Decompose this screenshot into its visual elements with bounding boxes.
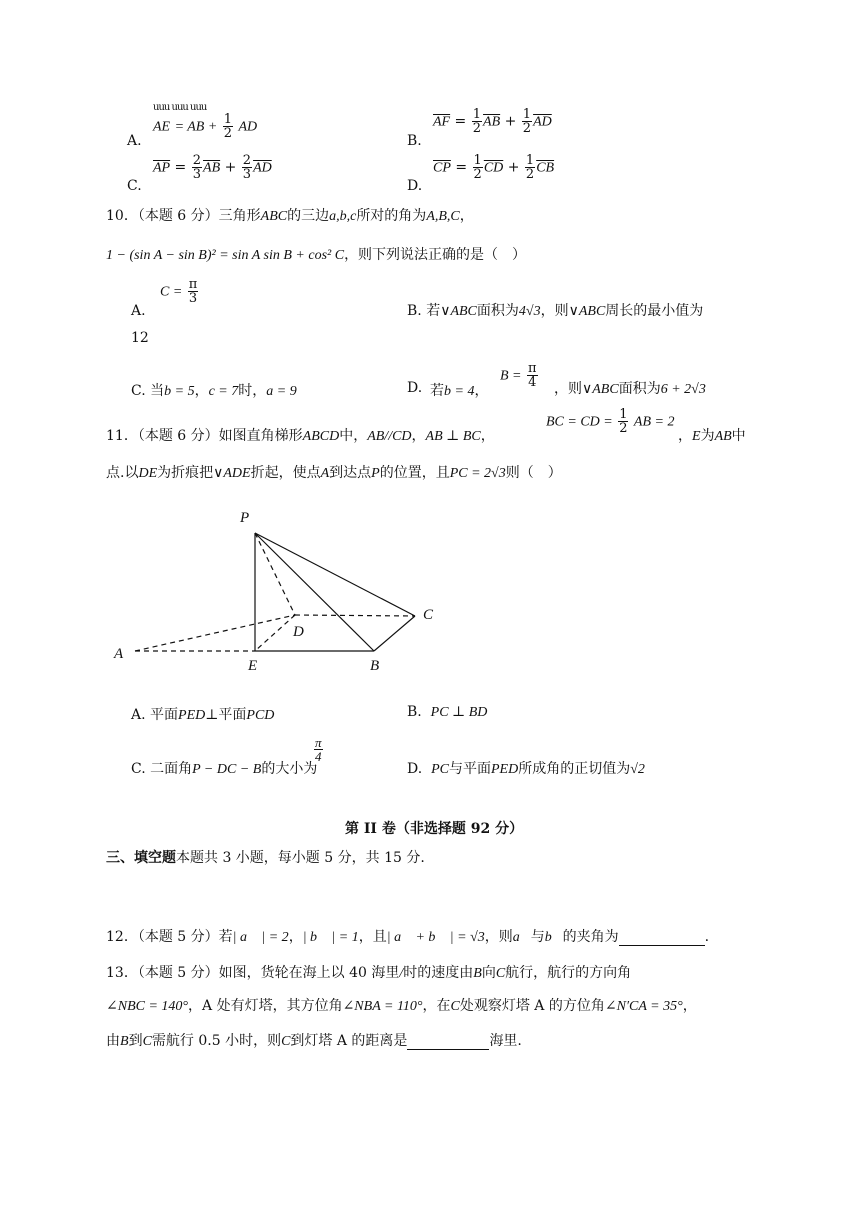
q11-stem-tail: ，E为AB中 xyxy=(678,428,746,444)
label-p: P xyxy=(240,510,250,526)
label-b: B xyxy=(370,658,380,674)
line-de xyxy=(255,615,295,651)
q9-option-b: $\overline{AF}$ = $\frac{1}{2}$ $\overline{AB}$ + $\frac{1}{2}$ $\overline{AD}$ xyxy=(433,107,552,136)
q10-option-b: B. 若∨ABC面积为4√3，则∨ABC周长的最小值为 xyxy=(407,303,704,319)
line-dc xyxy=(295,615,415,616)
q11-option-c-frac: $\frac{\pi}{4}$ xyxy=(315,735,322,764)
label-d: D xyxy=(293,624,304,640)
line-pb xyxy=(255,533,374,651)
line-pd xyxy=(255,533,295,615)
q12: 12．（本题 5 分）若| a⃗ | = 2，| b⃗ | = 1，且| a⃗ + b⃗ | = √3，则a⃗与b⃗的夹角为 . xyxy=(106,929,710,945)
q9-option-d-label: D. xyxy=(407,178,423,194)
q9-option-c-label: C. xyxy=(127,178,142,194)
q9-option-c: $\overline{AP}$ = $\frac{2}{3}$ $\overline{AB}$ + $\frac{2}{3}$ $\overline{AD}$ xyxy=(153,153,272,182)
label-e: E xyxy=(248,658,258,674)
q9-option-a: AE = AB + $\frac{1}{2}$ AD xyxy=(153,112,258,141)
label-c: C xyxy=(423,607,434,623)
section-2-title: 第 II 卷（非选择题 92 分） xyxy=(345,821,524,837)
line-ad xyxy=(135,615,295,651)
q9-option-b-label: B. xyxy=(407,133,422,149)
q10-equation: 1 − (sin A − sin B)² = sin A sin B + cos² C，则下列说法正确的是（ ） xyxy=(106,247,527,263)
line-pc xyxy=(255,533,415,616)
label-a: A xyxy=(114,646,124,662)
q13-line-1: 13．（本题 5 分）如图，货轮在海上以 40 海里/时的速度由B向C航行，航行的方向角 xyxy=(106,965,632,981)
line-bc xyxy=(374,616,415,651)
q9-option-a-label: A. xyxy=(127,133,142,149)
q9-option-a-vector-marks: uuu uuu uuu xyxy=(153,102,207,113)
q10-option-a-label: A. xyxy=(131,303,146,319)
q11-figure xyxy=(100,500,460,690)
q10-option-a: C = $\frac{\pi}{3}$ xyxy=(160,277,198,306)
q11-stem-2: 点.以DE为折痕把∨ADE折起，使点A到达点P的位置，且PC = 2√3则（ ） xyxy=(106,465,562,481)
q11-option-b: B. PC ⊥ BD xyxy=(407,704,488,720)
q10-option-d-post: ，则∨ABC面积为6 + 2√3 xyxy=(554,381,706,397)
q10-option-d-label: D. xyxy=(407,380,423,396)
q12-answer-blank[interactable] xyxy=(619,931,705,946)
q11-option-a: A. 平面PED⊥平面PCD xyxy=(131,707,275,723)
q10-option-d-angle: B = $\frac{\pi}{4}$ xyxy=(500,361,537,390)
q11-stem-eq: BC = CD = $\frac{1}{2}$ AB = 2 xyxy=(546,407,675,436)
q13-line-3: 由B到C需航行 0.5 小时，则C到灯塔 A 的距离是 海里. xyxy=(106,1033,522,1049)
q11-stem-1: 11．（本题 6 分）如图直角梯形ABCD中，AB//CD，AB ⊥ BC， xyxy=(106,428,495,444)
q13-line-2: ∠NBC = 140°，A 处有灯塔，其方位角∠NBA = 110°，在C处观察灯塔 A 的方位角∠N′CA = 35°， xyxy=(106,998,697,1014)
q10-option-b-answer: 12 xyxy=(131,330,149,346)
part-3-heading: 三、填空题本题共 3 小题，每小题 5 分，共 15 分. xyxy=(106,850,425,866)
q13-answer-blank[interactable] xyxy=(407,1035,489,1050)
q10-option-c: C. 当b = 5，c = 7时，a = 9 xyxy=(131,383,297,399)
q11-option-c: C. 二面角P − DC − B的大小为 xyxy=(131,761,318,777)
q11-option-d: D. PC与平面PED所成角的正切值为√2 xyxy=(407,761,645,777)
q10-option-d-pre: 若b = 4， xyxy=(430,383,489,399)
q9-option-d: $\overline{CP}$ = $\frac{1}{2}$ $\overline{CD}$ + $\frac{1}{2}$ $\overline{CB}$ xyxy=(433,153,555,182)
q10-stem: 10．（本题 6 分）三角形ABC的三边a,b,c所对的角为A,B,C， xyxy=(106,208,474,224)
